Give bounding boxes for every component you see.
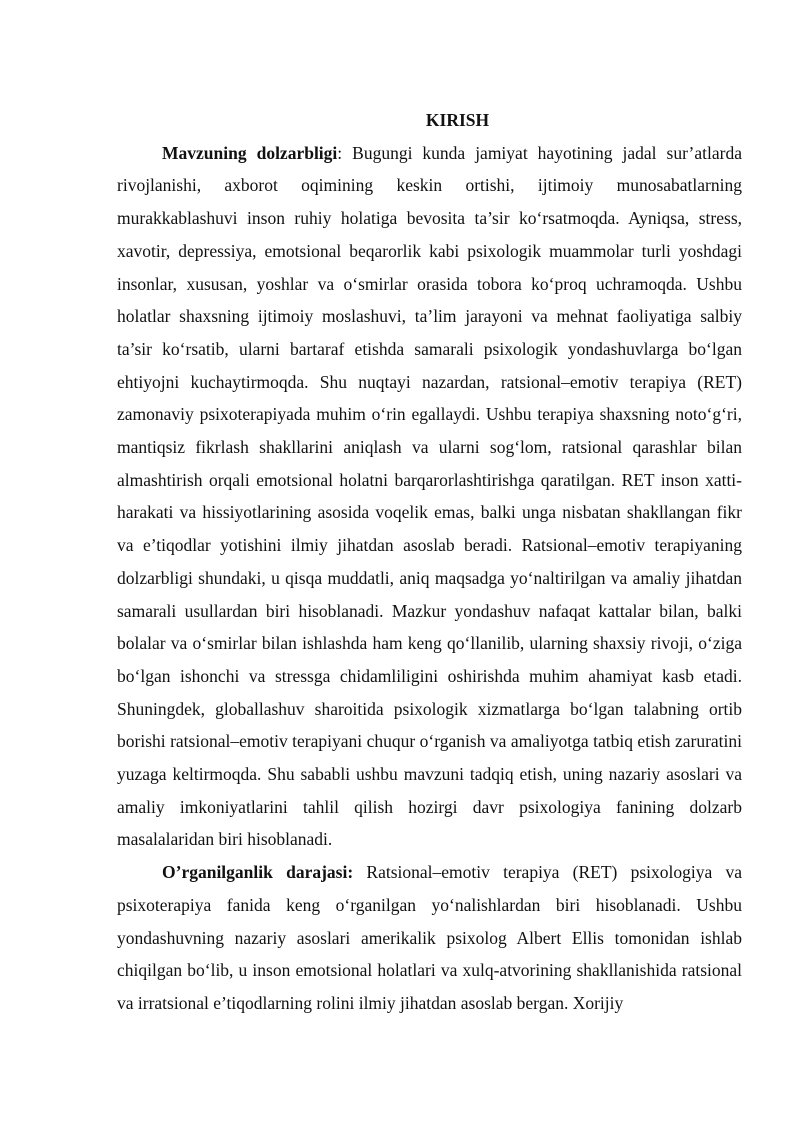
paragraph-study-level (117, 856, 742, 1020)
heading-separator: : (337, 142, 353, 163)
paragraph-relevance (117, 137, 742, 856)
page-content (117, 104, 742, 1020)
page-title: KIRISH (425, 110, 490, 130)
paragraph-heading: O’rganilganlik darajasi: (162, 862, 354, 883)
paragraph-body: Ratsional–emotiv terapiya (RET) psixologiya va psixoterapiya fanida keng o‘rganilgan yo‘nalishlardan biri hisoblanadi. Ushbu yondashuvning nazariy asoslari amerikalik psixolog Albert Ellis tomonidan ishlab chiqilgan bo‘lib, u inson emotsional holatlari va xulq-atvorining shakllanishida ratsional va irratsional e’tiqodlarning rolini ilmiy jihatdan asoslab bergan. Xorijiy (117, 862, 743, 1013)
paragraph-body: Bugungi kunda jamiyat hayotining jadal sur’atlarda rivojlanishi, axborot oqimining keskin ortishi, ijtimoiy munosabatlarning murakkablashuvi inson ruhiy holatiga bevosita ta’sir ko‘rsatmoqda. Ayniqsa, stress, xavotir, depressiya, emotsional beqarorlik kabi psixologik muammolar turli yoshdagi insonlar, xususan, yoshlar va o‘smirlar orasida tobora ko‘proq uchramoqda. Ushbu holatlar shaxsning ijtimoiy moslashuvi, ta’lim jarayoni va mehnat faoliyatiga salbiy ta’sir ko‘rsatib, ularni bartaraf etishda samarali psixologik yondashuvlarga bo‘lgan ehtiyojni kuchaytirmoqda. Shu nuqtayi nazardan, ratsional–emotiv terapiya (RET) zamonaviy psixoterapiyada muhim o‘rin egallaydi. Ushbu terapiya shaxsning noto‘g‘ri, mantiqsiz fikrlash shakllarini aniqlash va ularni sog‘lom, ratsional qarashlar bilan almashtirish orqali emotsional holatni barqarorlashtirishga qaratilgan. RET inson xatti-harakati va hissiyotlarining asosida voqelik emas, balki unga nisbatan shakllangan fikr va e’tiqodlar yotishini ilmiy jihatdan asoslab beradi. Ratsional–emotiv terapiyaning dolzarbligi shundaki, u qisqa muddatli, aniq maqsadga yo‘naltirilgan va amaliy jihatdan samarali usullardan biri hisoblanadi. Mazkur yondashuv nafaqat kattalar bilan, balki bolalar va o‘smirlar bilan ishlashda ham keng qo‘llanilib, ularning shaxsiy rivoji, o‘ziga bo‘lgan ishonchi va stressga chidamliligini oshirishda muhim ahamiyat kasb etadi. Shuningdek, globallashuv sharoitida psixologik xizmatlarga bo‘lgan talabning ortib borishi ratsional–emotiv terapiyani chuqur o‘rganish va amaliyotga tatbiq etish zaruratini yuzaga keltirmoqda. Shu sababli ushbu mavzuni tadqiq etish, uning nazariy asoslari va amaliy imkoniyatlarini tahlil qilish hozirgi davr psixologiya fanining dolzarb masalalaridan biri hisoblanadi. (117, 142, 742, 850)
paragraph-heading: Mavzuning dolzarbligi (162, 142, 338, 163)
heading-separator (353, 862, 366, 882)
